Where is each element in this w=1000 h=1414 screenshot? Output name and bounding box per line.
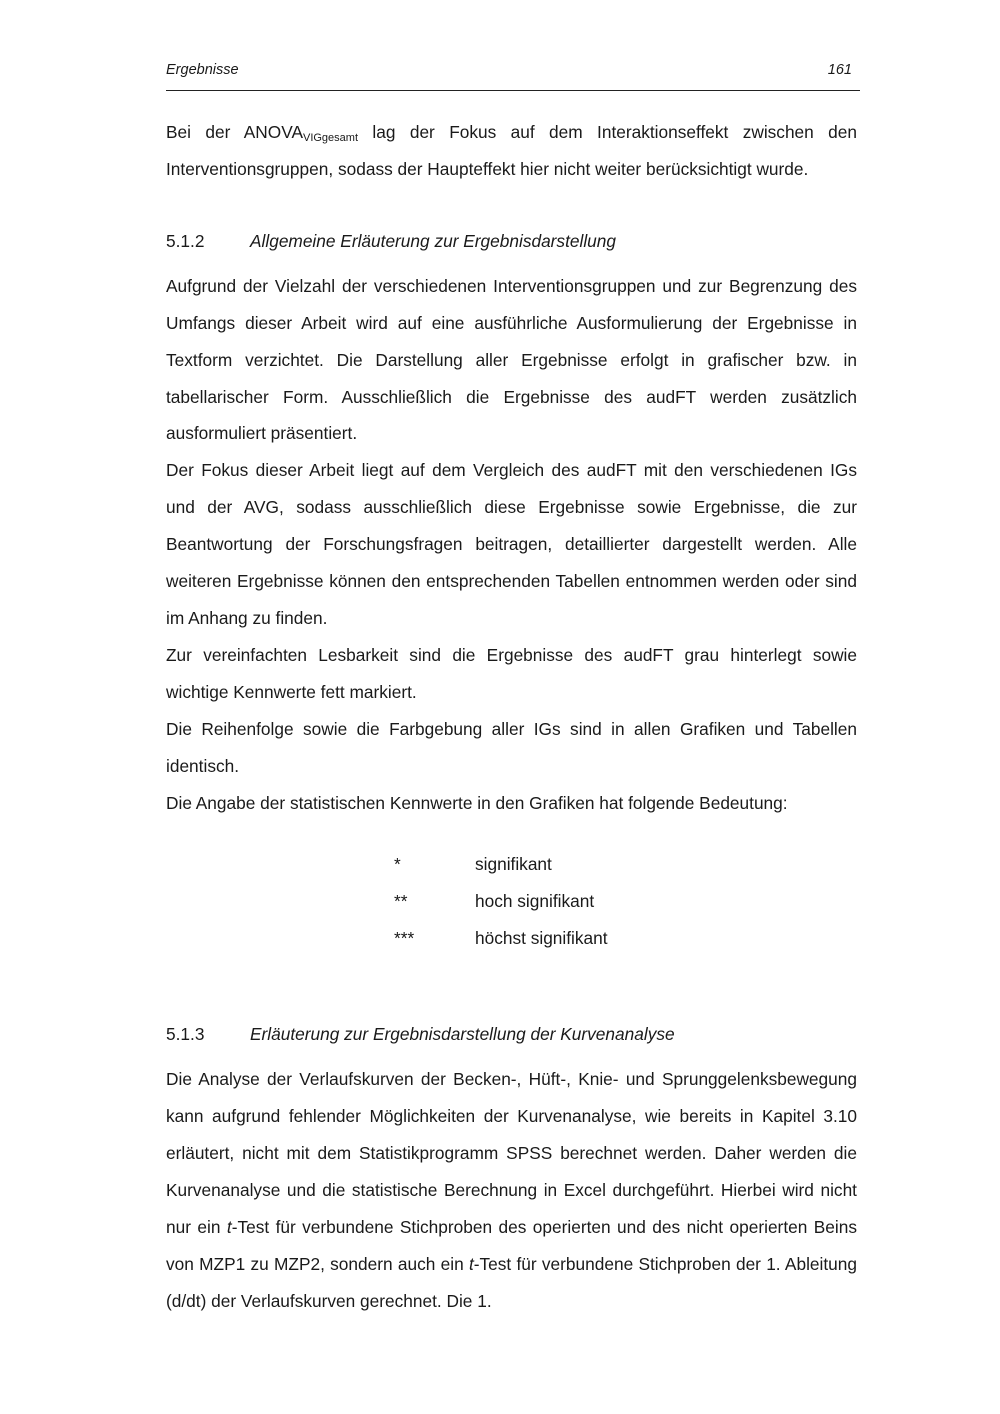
- legend-symbol: **: [394, 891, 408, 912]
- legend-symbol: ***: [394, 928, 415, 949]
- text-run: Die Analyse der Verlaufskurven der Becken-, Hüft-, Knie- und Sprunggelenksbewegung kann aufgrund fehlender Möglichkeiten der Kurvenanalyse, wie bereits in Kapitel 3.10 erläutert, nicht mit dem Statistikprogramm SPSS berechnet werden. Daher werden die Kurvenanalyse und die statistische Berechnung in Excel durchgeführt. Hierbei wird nicht nur ein: [166, 1069, 857, 1238]
- section-heading-5-1-3: [166, 1016, 857, 1053]
- text-run: -Test für verbundene Stichproben des operierten und des nicht operierten Beins von MZP1 zu MZP2, sondern auch ein: [166, 1217, 857, 1274]
- section-number: 5.1.2: [166, 230, 205, 251]
- section-number: 5.1.3: [166, 1024, 205, 1045]
- header-page-number: 161: [827, 62, 852, 78]
- section-heading-5-1-2: [166, 223, 857, 260]
- t-test-symbol: t: [226, 1217, 232, 1238]
- legend-row: [394, 883, 857, 920]
- legend-meaning: höchst signifikant: [475, 928, 608, 949]
- running-header: [166, 60, 860, 91]
- paragraph: [166, 1061, 857, 1319]
- paragraph: Die Reihenfolge sowie die Farbgebung aller IGs sind in allen Grafiken und Tabellen identisch.: [166, 718, 857, 776]
- legend-symbol: *: [394, 854, 401, 875]
- legend-row: [394, 846, 857, 883]
- page-body: [166, 114, 857, 1320]
- intro-subscript: VIGgesamt: [302, 132, 359, 144]
- paragraph: Zur vereinfachten Lesbarkeit sind die Ergebnisse des audFT grau hinterlegt sowie wichtige Kennwerte fett markiert.: [166, 644, 857, 702]
- legend-meaning: signifikant: [475, 854, 552, 875]
- significance-legend: [394, 846, 857, 957]
- section-title: Erläuterung zur Ergebnisdarstellung der Kurvenanalyse: [250, 1024, 675, 1045]
- intro-text-end: lag der Fokus auf dem Interaktionseffekt zwischen den Interventionsgruppen, sodass der Haupteffekt hier nicht weiter berücksichtigt wurde.: [166, 122, 857, 179]
- intro-paragraph: [166, 114, 857, 188]
- intro-text-start: Bei der ANOVA: [166, 122, 303, 142]
- text-run: -Test für verbundene Stichproben der 1. Ableitung (d/dt) der Verlaufskurven gerechnet. Die 1.: [166, 1253, 857, 1311]
- t-test-symbol: t: [468, 1253, 474, 1274]
- legend-meaning: hoch signifikant: [475, 891, 595, 912]
- section-title: Allgemeine Erläuterung zur Ergebnisdarstellung: [250, 230, 616, 251]
- paragraph: Aufgrund der Vielzahl der verschiedenen Interventionsgruppen und zur Begrenzung des Umfangs dieser Arbeit wird auf eine ausführliche Ausformulierung der Ergebnisse in Textform verzichtet. Die Darstellung aller Ergebnisse erfolgt in grafischer bzw. in tabellarischer Form. Ausschließlich die Ergebnisse des audFT werden zusätzlich ausformuliert präsentiert.: [166, 275, 857, 444]
- legend-row: [394, 920, 857, 957]
- paragraph: Die Angabe der statistischen Kennwerte in den Grafiken hat folgende Bedeutung:: [166, 792, 788, 813]
- header-chapter-title: Ergebnisse: [166, 62, 239, 78]
- paragraph: Der Fokus dieser Arbeit liegt auf dem Vergleich des audFT mit den verschiedenen IGs und der AVG, sodass ausschließlich diese Ergebnisse sowie Ergebnisse, die zur Beantwortung der Forschungsfragen beitragen, detaillierter dargestellt werden. Alle weiteren Ergebnisse können den entsprechenden Tabellen entnommen werden oder sind im Anhang zu finden.: [166, 460, 857, 628]
